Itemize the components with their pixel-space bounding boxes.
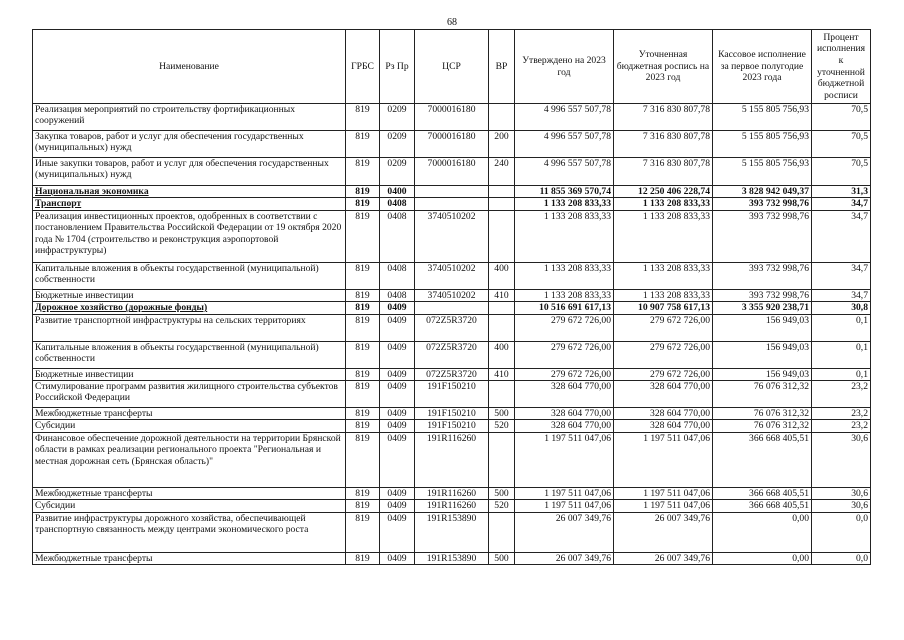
cell-percent: 0,1 <box>812 368 871 380</box>
cell-rzpr: 0209 <box>380 131 415 158</box>
cell-vr: 520 <box>489 500 515 512</box>
cell-grbs: 819 <box>346 381 380 408</box>
cell-cash: 3 355 920 238,71 <box>713 302 812 314</box>
table-row <box>33 512 871 552</box>
cell-percent: 34,7 <box>812 289 871 301</box>
table-row <box>33 289 871 301</box>
cell-percent: 23,2 <box>812 420 871 432</box>
cell-csr: 191R153890 <box>415 512 489 552</box>
cell-percent: 34,7 <box>812 262 871 289</box>
cell-approved: 328 604 770,00 <box>515 420 614 432</box>
table-row <box>33 210 871 262</box>
cell-approved: 1 197 511 047,06 <box>515 487 614 499</box>
cell-approved: 11 855 369 570,74 <box>515 186 614 198</box>
cell-vr: 400 <box>489 262 515 289</box>
cell-csr: 191F150210 <box>415 420 489 432</box>
cell-vr: 400 <box>489 341 515 368</box>
cell-rzpr: 0409 <box>380 432 415 487</box>
page-number: 68 <box>447 17 457 28</box>
header-name: Наименование <box>33 30 346 104</box>
cell-vr: 410 <box>489 368 515 380</box>
cell-percent: 70,5 <box>812 158 871 186</box>
cell-name: Развитие транспортной инфраструктуры на сельских территориях <box>33 314 346 341</box>
cell-grbs: 819 <box>346 289 380 301</box>
cell-cash: 0,00 <box>713 552 812 564</box>
cell-approved: 1 133 208 833,33 <box>515 262 614 289</box>
table-row <box>33 262 871 289</box>
header-percent: Процент исполнения к уточненной бюджетной росписи <box>812 30 871 104</box>
cell-cash: 366 668 405,51 <box>713 432 812 487</box>
cell-vr <box>489 314 515 341</box>
cell-percent: 23,2 <box>812 408 871 420</box>
cell-refined: 279 672 726,00 <box>614 341 713 368</box>
cell-approved: 4 996 557 507,78 <box>515 131 614 158</box>
cell-vr: 500 <box>489 487 515 499</box>
cell-vr: 200 <box>489 131 515 158</box>
cell-approved: 1 133 208 833,33 <box>515 210 614 262</box>
cell-rzpr: 0409 <box>380 341 415 368</box>
cell-cash: 76 076 312,32 <box>713 381 812 408</box>
cell-vr <box>489 198 515 210</box>
header-grbs: ГРБС <box>346 30 380 104</box>
cell-rzpr: 0400 <box>380 186 415 198</box>
budget-execution-table <box>32 29 871 565</box>
cell-approved: 279 672 726,00 <box>515 314 614 341</box>
cell-csr: 072Z5R3720 <box>415 368 489 380</box>
cell-percent: 70,5 <box>812 131 871 158</box>
cell-grbs: 819 <box>346 210 380 262</box>
cell-approved: 1 197 511 047,06 <box>515 500 614 512</box>
cell-percent: 23,2 <box>812 381 871 408</box>
cell-cash: 156 949,03 <box>713 368 812 380</box>
cell-rzpr: 0409 <box>380 500 415 512</box>
cell-rzpr: 0209 <box>380 158 415 186</box>
cell-percent: 34,7 <box>812 198 871 210</box>
cell-cash: 393 732 998,76 <box>713 262 812 289</box>
cell-csr: 072Z5R3720 <box>415 341 489 368</box>
cell-name: Финансовое обеспечение дорожной деятельности на территории Брянской области в рамках реализации регионального проекта "Региональная и местная дорожная сеть (Брянская область)" <box>33 432 346 487</box>
cell-rzpr: 0409 <box>380 552 415 564</box>
cell-grbs: 819 <box>346 368 380 380</box>
cell-vr <box>489 302 515 314</box>
table-row <box>33 500 871 512</box>
cell-percent: 30,8 <box>812 302 871 314</box>
table-row <box>33 341 871 368</box>
cell-refined: 1 133 208 833,33 <box>614 210 713 262</box>
cell-csr: 191R116260 <box>415 487 489 499</box>
table-row <box>33 487 871 499</box>
cell-approved: 279 672 726,00 <box>515 368 614 380</box>
cell-approved: 1 133 208 833,33 <box>515 198 614 210</box>
cell-name: Транспорт <box>33 198 346 210</box>
header-rzpr: Рз Пр <box>380 30 415 104</box>
cell-rzpr: 0408 <box>380 198 415 210</box>
cell-csr: 7000016180 <box>415 131 489 158</box>
cell-cash: 76 076 312,32 <box>713 408 812 420</box>
cell-cash: 393 732 998,76 <box>713 198 812 210</box>
cell-csr: 3740510202 <box>415 262 489 289</box>
cell-name: Субсидии <box>33 420 346 432</box>
cell-percent: 70,5 <box>812 104 871 131</box>
cell-csr: 191R116260 <box>415 500 489 512</box>
cell-grbs: 819 <box>346 432 380 487</box>
cell-vr <box>489 381 515 408</box>
cell-grbs: 819 <box>346 158 380 186</box>
cell-rzpr: 0409 <box>380 487 415 499</box>
cell-grbs: 819 <box>346 552 380 564</box>
cell-rzpr: 0409 <box>380 368 415 380</box>
cell-approved: 10 516 691 617,13 <box>515 302 614 314</box>
cell-refined: 26 007 349,76 <box>614 512 713 552</box>
cell-rzpr: 0209 <box>380 104 415 131</box>
cell-vr: 240 <box>489 158 515 186</box>
cell-cash: 3 828 942 049,37 <box>713 186 812 198</box>
cell-cash: 393 732 998,76 <box>713 289 812 301</box>
cell-refined: 1 197 511 047,06 <box>614 487 713 499</box>
header-vr: ВР <box>489 30 515 104</box>
cell-csr: 191R153890 <box>415 552 489 564</box>
cell-vr <box>489 432 515 487</box>
cell-cash: 5 155 805 756,93 <box>713 158 812 186</box>
cell-vr <box>489 104 515 131</box>
cell-grbs: 819 <box>346 500 380 512</box>
cell-approved: 26 007 349,76 <box>515 552 614 564</box>
cell-name: Дорожное хозяйство (дорожные фонды) <box>33 302 346 314</box>
cell-grbs: 819 <box>346 341 380 368</box>
cell-refined: 26 007 349,76 <box>614 552 713 564</box>
cell-name: Закупка товаров, работ и услуг для обеспечения государственных (муниципальных) нужд <box>33 131 346 158</box>
cell-rzpr: 0409 <box>380 408 415 420</box>
cell-approved: 4 996 557 507,78 <box>515 104 614 131</box>
cell-refined: 1 197 511 047,06 <box>614 432 713 487</box>
cell-grbs: 819 <box>346 408 380 420</box>
cell-name: Бюджетные инвестиции <box>33 289 346 301</box>
table-row <box>33 432 871 487</box>
cell-grbs: 819 <box>346 487 380 499</box>
cell-rzpr: 0409 <box>380 420 415 432</box>
table-row <box>33 420 871 432</box>
table-row <box>33 314 871 341</box>
cell-refined: 12 250 406 228,74 <box>614 186 713 198</box>
table-row <box>33 198 871 210</box>
cell-refined: 279 672 726,00 <box>614 368 713 380</box>
cell-vr: 520 <box>489 420 515 432</box>
cell-cash: 366 668 405,51 <box>713 487 812 499</box>
cell-csr: 3740510202 <box>415 289 489 301</box>
cell-name: Стимулирование программ развития жилищного строительства субъектов Российской Федерации <box>33 381 346 408</box>
cell-name: Капитальные вложения в объекты государственной (муниципальной) собственности <box>33 341 346 368</box>
header-approved: Утверждено на 2023 год <box>515 30 614 104</box>
cell-cash: 5 155 805 756,93 <box>713 131 812 158</box>
cell-grbs: 819 <box>346 420 380 432</box>
cell-rzpr: 0409 <box>380 302 415 314</box>
cell-percent: 31,3 <box>812 186 871 198</box>
cell-vr: 410 <box>489 289 515 301</box>
cell-approved: 279 672 726,00 <box>515 341 614 368</box>
cell-name: Межбюджетные трансферты <box>33 408 346 420</box>
cell-csr: 191F150210 <box>415 408 489 420</box>
cell-refined: 328 604 770,00 <box>614 420 713 432</box>
cell-percent: 0,0 <box>812 512 871 552</box>
cell-refined: 7 316 830 807,78 <box>614 131 713 158</box>
cell-refined: 10 907 758 617,13 <box>614 302 713 314</box>
header-refined: Уточненная бюджетная роспись на 2023 год <box>614 30 713 104</box>
cell-percent: 30,6 <box>812 432 871 487</box>
cell-refined: 7 316 830 807,78 <box>614 104 713 131</box>
cell-percent: 34,7 <box>812 210 871 262</box>
cell-rzpr: 0409 <box>380 512 415 552</box>
cell-csr: 7000016180 <box>415 158 489 186</box>
cell-percent: 0,1 <box>812 341 871 368</box>
header-cash: Кассовое исполнение за первое полугодие 2023 года <box>713 30 812 104</box>
cell-name: Иные закупки товаров, работ и услуг для обеспечения государственных (муниципальных) нужд <box>33 158 346 186</box>
table-header <box>33 30 871 104</box>
table-row <box>33 158 871 186</box>
cell-name: Развитие инфраструктуры дорожного хозяйства, обеспечивающей транспортную связанность между центрами экономического роста <box>33 512 346 552</box>
cell-cash: 0,00 <box>713 512 812 552</box>
cell-refined: 1 133 208 833,33 <box>614 289 713 301</box>
cell-refined: 1 197 511 047,06 <box>614 500 713 512</box>
cell-cash: 76 076 312,32 <box>713 420 812 432</box>
cell-percent: 30,6 <box>812 487 871 499</box>
cell-refined: 1 133 208 833,33 <box>614 198 713 210</box>
cell-grbs: 819 <box>346 512 380 552</box>
cell-csr: 191R116260 <box>415 432 489 487</box>
cell-name: Бюджетные инвестиции <box>33 368 346 380</box>
cell-percent: 30,6 <box>812 500 871 512</box>
cell-approved: 26 007 349,76 <box>515 512 614 552</box>
cell-grbs: 819 <box>346 104 380 131</box>
cell-refined: 7 316 830 807,78 <box>614 158 713 186</box>
cell-name: Межбюджетные трансферты <box>33 487 346 499</box>
cell-grbs: 819 <box>346 262 380 289</box>
cell-rzpr: 0408 <box>380 210 415 262</box>
header-csr: ЦСР <box>415 30 489 104</box>
table-row <box>33 186 871 198</box>
table-row <box>33 408 871 420</box>
cell-refined: 328 604 770,00 <box>614 381 713 408</box>
cell-name: Капитальные вложения в объекты государственной (муниципальной) собственности <box>33 262 346 289</box>
cell-rzpr: 0408 <box>380 289 415 301</box>
table-row <box>33 552 871 564</box>
cell-grbs: 819 <box>346 198 380 210</box>
cell-percent: 0,0 <box>812 552 871 564</box>
table-row <box>33 131 871 158</box>
cell-percent: 0,1 <box>812 314 871 341</box>
table-row <box>33 368 871 380</box>
cell-approved: 4 996 557 507,78 <box>515 158 614 186</box>
cell-grbs: 819 <box>346 131 380 158</box>
table-row <box>33 381 871 408</box>
cell-grbs: 819 <box>346 302 380 314</box>
cell-csr <box>415 186 489 198</box>
cell-cash: 366 668 405,51 <box>713 500 812 512</box>
cell-csr: 7000016180 <box>415 104 489 131</box>
cell-csr <box>415 302 489 314</box>
cell-vr: 500 <box>489 408 515 420</box>
table-row <box>33 104 871 131</box>
cell-cash: 393 732 998,76 <box>713 210 812 262</box>
cell-csr: 072Z5R3720 <box>415 314 489 341</box>
cell-vr: 500 <box>489 552 515 564</box>
cell-approved: 1 133 208 833,33 <box>515 289 614 301</box>
cell-refined: 1 133 208 833,33 <box>614 262 713 289</box>
cell-approved: 328 604 770,00 <box>515 381 614 408</box>
cell-rzpr: 0409 <box>380 381 415 408</box>
cell-csr <box>415 198 489 210</box>
cell-csr: 191F150210 <box>415 381 489 408</box>
cell-grbs: 819 <box>346 186 380 198</box>
cell-csr: 3740510202 <box>415 210 489 262</box>
cell-cash: 5 155 805 756,93 <box>713 104 812 131</box>
cell-cash: 156 949,03 <box>713 341 812 368</box>
cell-rzpr: 0409 <box>380 314 415 341</box>
cell-rzpr: 0408 <box>380 262 415 289</box>
cell-approved: 1 197 511 047,06 <box>515 432 614 487</box>
cell-vr <box>489 512 515 552</box>
cell-name: Субсидии <box>33 500 346 512</box>
cell-name: Национальная экономика <box>33 186 346 198</box>
table-body <box>33 104 871 565</box>
cell-name: Реализация инвестиционных проектов, одобренных в соответствии с постановлением Правительства Российской Федерации от 19 октября 2020 года № 1704 (строительство и реконструкция аэропортовой инфраструктуры) <box>33 210 346 262</box>
cell-vr <box>489 210 515 262</box>
cell-name: Межбюджетные трансферты <box>33 552 346 564</box>
cell-approved: 328 604 770,00 <box>515 408 614 420</box>
table-row <box>33 302 871 314</box>
cell-refined: 279 672 726,00 <box>614 314 713 341</box>
cell-vr <box>489 186 515 198</box>
cell-grbs: 819 <box>346 314 380 341</box>
cell-name: Реализация мероприятий по строительству фортификационных сооружений <box>33 104 346 131</box>
cell-refined: 328 604 770,00 <box>614 408 713 420</box>
cell-cash: 156 949,03 <box>713 314 812 341</box>
